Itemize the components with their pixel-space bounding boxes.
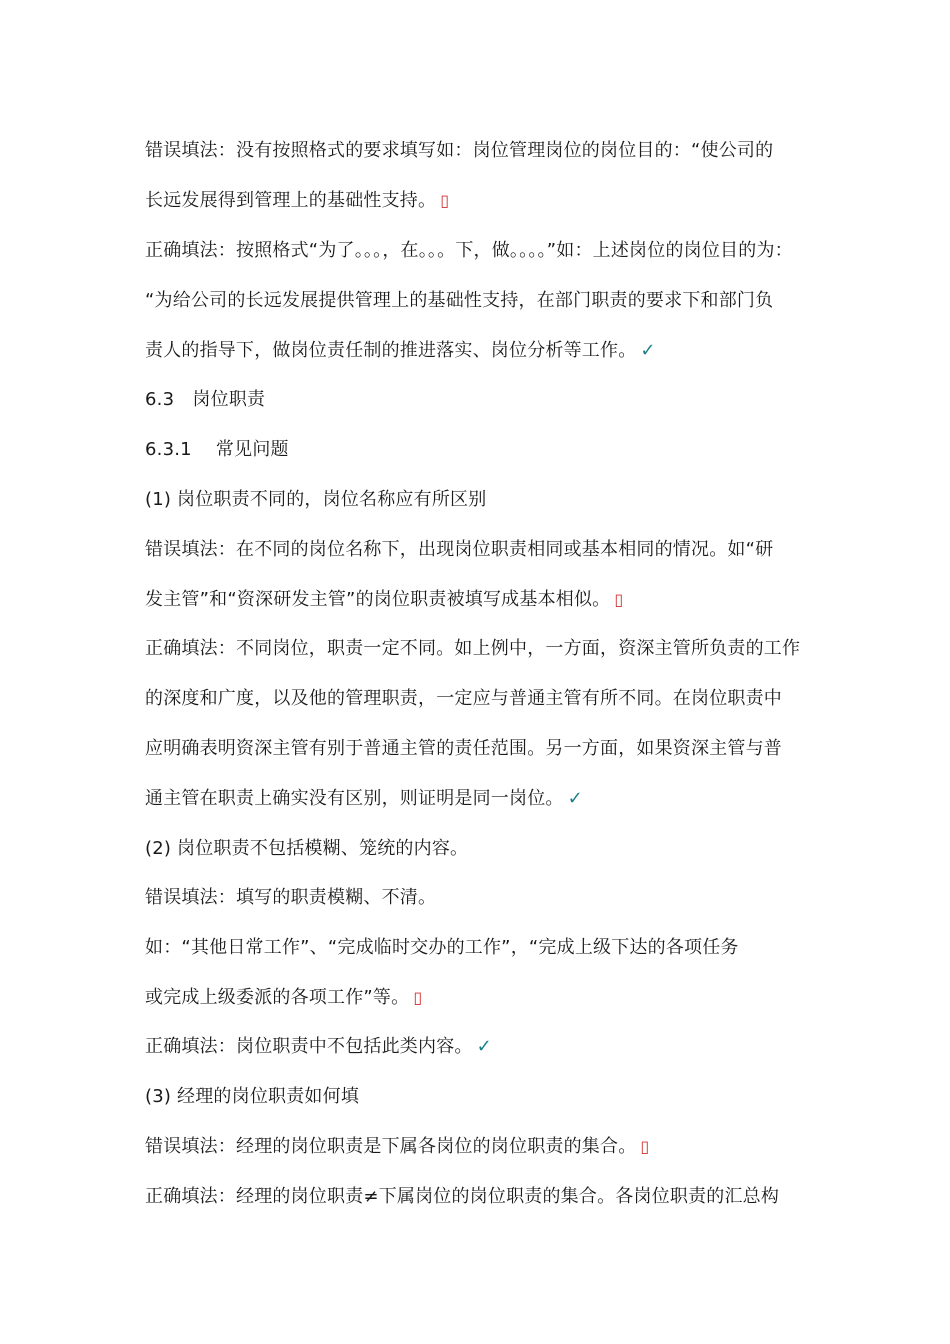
text-line [145,1035,492,1059]
line-text: “为给公司的长远发展提供管理上的基础性支持，在部门职责的要求下和部门负 [145,290,774,311]
missing-glyph-icon: ▯ [614,590,624,609]
text-line [145,538,773,562]
line-text: 错误填法：填写的职责模糊、不清。 [145,887,437,908]
line-text: 正确填法：岗位职责中不包括此类内容。 [145,1036,473,1057]
line-text: 通主管在职责上确实没有区别，则证明是同一岗位。 [145,788,564,809]
text-line [145,637,800,661]
line-text: 错误填法：没有按照格式的要求填写如：岗位管理岗位的岗位目的：“使公司的 [145,140,774,161]
line-text: (2) 岗位职责不包括模糊、笼统的内容。 [145,838,469,859]
line-text: (3) 经理的岗位职责如何填 [145,1086,360,1107]
text-line [145,1185,779,1209]
line-text: 6.3 岗位职责 [145,389,266,410]
line-text: 正确填法：经理的岗位职责≠下属岗位的岗位职责的集合。各岗位职责的汇总构 [145,1186,780,1207]
checkmark-icon: ✓ [476,1036,492,1057]
line-text: 错误填法：经理的岗位职责是下属各岗位的岗位职责的集合。 [145,1136,637,1157]
text-line [145,488,486,512]
text-line [145,886,436,910]
line-text: 应明确表明资深主管有别于普通主管的责任范围。另一方面，如果资深主管与普 [145,738,782,759]
missing-glyph-icon: ▯ [413,988,423,1007]
checkmark-icon: ✓ [567,788,583,809]
line-text: 正确填法：按照格式“为了。。。，在。。。下，做。。。。”如：上述岗位的岗位目的为： [145,240,793,261]
line-text: 正确填法：不同岗位，职责一定不同。如上例中，一方面，资深主管所负责的工作 [145,638,801,659]
text-line [145,289,773,313]
line-text: 或完成上级委派的各项工作”等。 [145,987,410,1008]
line-text: 责人的指导下，做岗位责任制的推进落实、岗位分析等工作。 [145,340,637,361]
text-line [145,837,468,861]
text-line [145,588,623,612]
text-line [145,1085,359,1109]
text-line [145,687,782,711]
text-line [145,737,782,761]
line-text: 错误填法：在不同的岗位名称下，出现岗位职责相同或基本相同的情况。如“研 [145,539,774,560]
text-line [145,339,656,363]
subsection-heading [145,438,289,462]
line-text: 的深度和广度，以及他的管理职责，一定应与普通主管有所不同。在岗位职责中 [145,688,782,709]
text-line [145,936,739,960]
line-text: 6.3.1 常见问题 [145,439,289,460]
missing-glyph-icon: ▯ [640,1137,650,1156]
text-line [145,986,422,1010]
line-text: 长远发展得到管理上的基础性支持。 [145,190,437,211]
text-line [145,189,449,213]
text-line [145,139,773,163]
section-heading [145,388,265,412]
line-text: (1) 岗位职责不同的，岗位名称应有所区别 [145,489,487,510]
missing-glyph-icon: ▯ [440,191,450,210]
text-line [145,1135,649,1159]
text-line [145,787,583,811]
line-text: 发主管”和“资深研发主管”的岗位职责被填写成基本相似。 [145,589,611,610]
checkmark-icon: ✓ [640,340,656,361]
line-text: 如：“其他日常工作”、“完成临时交办的工作”，“完成上级下达的各项任务 [145,937,739,958]
text-line [145,239,793,263]
